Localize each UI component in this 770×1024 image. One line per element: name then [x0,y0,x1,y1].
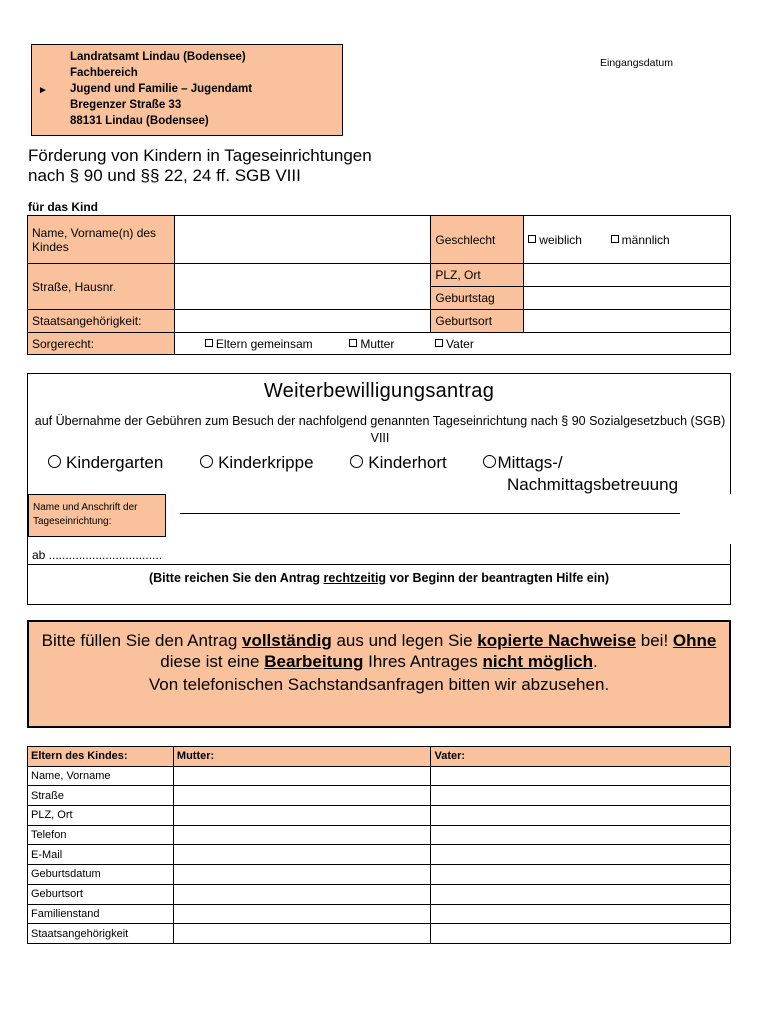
mutter-header: Mutter: [173,747,431,767]
maennlich-checkbox[interactable] [611,235,619,243]
geburtsort-label: Geburtsort [431,310,524,333]
vater-field[interactable] [431,865,731,885]
eltern-row-label: Geburtsdatum [28,865,174,885]
eingangsdatum-label: Eingangsdatum [600,57,673,69]
maennlich-label: männlich [621,232,670,247]
form-title-line-2: nach § 90 und §§ 22, 24 ff. SGB VIII [28,166,301,185]
mutter-field[interactable] [173,806,431,826]
vater-field[interactable] [431,884,731,904]
geburtstag-label: Geburtstag [431,287,524,310]
address-line-4: Bregenzer Straße 33 [70,99,182,111]
warn-b1: vollständig [242,631,332,650]
opt-kinderkrippe[interactable] [200,453,329,472]
bitte-hint-post: vor Beginn der beantragten Hilfe ein) [386,571,610,585]
staats-label: Staatsangehörigkeit: [28,310,175,333]
address-line-1: Landratsamt Lindau (Bodensee) [70,51,246,63]
vater-field[interactable] [431,845,731,865]
form-title [28,146,372,186]
sorge-eltern-label: Eltern gemeinsam [215,336,313,351]
warn-t2: aus und legen Sie [331,631,478,650]
vater-field[interactable] [431,786,731,806]
antrag-subtitle: auf Übernahme der Gebühren zum Besuch der nachfolgend genannten Tageseinrichtung nach § 90 Sozialgesetzbuch (SGB) VIII [34,414,726,445]
warning-box [27,620,731,728]
warn-t4: diese ist eine [160,652,265,671]
mutter-field[interactable] [173,865,431,885]
plz-label: PLZ, Ort [431,264,524,287]
opt-kindergarten[interactable] [48,453,179,472]
warn-t1: Bitte füllen Sie den Antrag [41,631,242,650]
mittags-radio-icon [483,455,496,468]
ab-date-field[interactable]: ab .................................. [32,548,163,562]
kindergarten-radio-icon [48,455,61,468]
eltern-row-label: E-Mail [28,845,174,865]
eltern-row-label: PLZ, Ort [28,806,174,826]
geburtsort-field[interactable] [524,310,731,333]
eltern-row-label: Telefon [28,825,174,845]
address-box [31,44,343,136]
address-line-3: Jugend und Familie – Jugendamt [70,83,253,95]
kind-section-label: für das Kind [28,200,99,214]
kind-name-label: Name, Vorname(n) des Kindes [28,216,175,264]
eltern-row-label: Straße [28,786,174,806]
kinderkrippe-radio-icon [200,455,213,468]
mutter-field[interactable] [173,845,431,865]
mutter-field[interactable] [173,766,431,786]
vater-field[interactable] [431,924,731,944]
warn-b4: Bearbeitung [264,652,364,671]
geschlecht-options [524,216,731,264]
sorge-mutter-checkbox[interactable] [349,339,357,347]
anschrift-field[interactable] [180,513,680,514]
opt-mittags[interactable] [483,453,578,472]
mutter-field[interactable] [173,924,431,944]
warn-t5: Ihres Antrages [363,652,483,671]
bitte-hint-underline: rechtzeitig [323,571,387,585]
eltern-header: Eltern des Kindes: [28,747,174,767]
mutter-field[interactable] [173,904,431,924]
vater-header: Vater: [431,747,731,767]
einrichtung-options [48,453,595,473]
anschrift-label: Name und Anschrift der Tageseinrichtung: [28,494,166,537]
strasse-label: Straße, Hausnr. [28,264,175,310]
eltern-table [27,746,731,944]
sorge-mutter-label: Mutter [360,336,395,351]
vater-field[interactable] [431,825,731,845]
opt-kinderhort[interactable] [350,453,462,472]
sorge-vater-checkbox[interactable] [435,339,443,347]
warn-b3: Ohne [672,631,717,650]
sorgerecht-options [174,333,730,355]
mutter-field[interactable] [173,786,431,806]
geschlecht-label: Geschlecht [431,216,524,264]
arrow-icon: ► [38,85,48,96]
warn-t6: . [592,652,598,671]
opt-mittags-label-2: Nachmittagsbetreuung [507,475,679,494]
mutter-field[interactable] [173,884,431,904]
vater-field[interactable] [431,766,731,786]
sorge-eltern-checkbox[interactable] [205,339,213,347]
eltern-row-label: Geburtsort [28,884,174,904]
weiblich-checkbox[interactable] [528,235,536,243]
bitte-hint [28,564,730,585]
opt-kinderkrippe-label: Kinderkrippe [218,453,314,472]
strasse-field[interactable] [174,264,430,310]
warn-t3: bei! [636,631,673,650]
geburtstag-field[interactable] [524,287,731,310]
sorgerecht-label: Sorgerecht: [28,333,175,355]
address-line-2: Fachbereich [70,67,138,79]
warn-line-2: Von telefonischen Sachstandsanfragen bitten wir abzusehen. [148,675,610,694]
weiblich-label: weiblich [539,232,582,247]
address-line-5: 88131 Lindau (Bodensee) [70,115,209,127]
opt-kinderhort-label: Kinderhort [368,453,447,472]
form-title-line-1: Förderung von Kindern in Tageseinrichtungen [28,146,372,165]
warn-b5: nicht möglich [482,652,593,671]
sorge-vater-label: Vater [446,336,474,351]
kind-table [27,215,731,355]
vater-field[interactable] [431,806,731,826]
mutter-field[interactable] [173,825,431,845]
antrag-box [27,373,731,605]
box-gap [729,494,731,544]
plz-field[interactable] [524,264,731,287]
warn-b2: kopierte Nachweise [477,631,637,650]
antrag-title: Weiterbewilligungsantrag [263,380,495,402]
eltern-row-label: Name, Vorname [28,766,174,786]
opt-mittags-label-1: Mittags-/ [497,453,563,472]
vater-field[interactable] [431,904,731,924]
bitte-hint-pre: (Bitte reichen Sie den Antrag [148,571,324,585]
eltern-row-label: Staatsangehörigkeit [28,924,174,944]
opt-kindergarten-label: Kindergarten [66,453,164,472]
kind-name-field[interactable] [174,216,430,264]
kinderhort-radio-icon [350,455,363,468]
staats-field[interactable] [174,310,430,333]
eltern-row-label: Familienstand [28,904,174,924]
